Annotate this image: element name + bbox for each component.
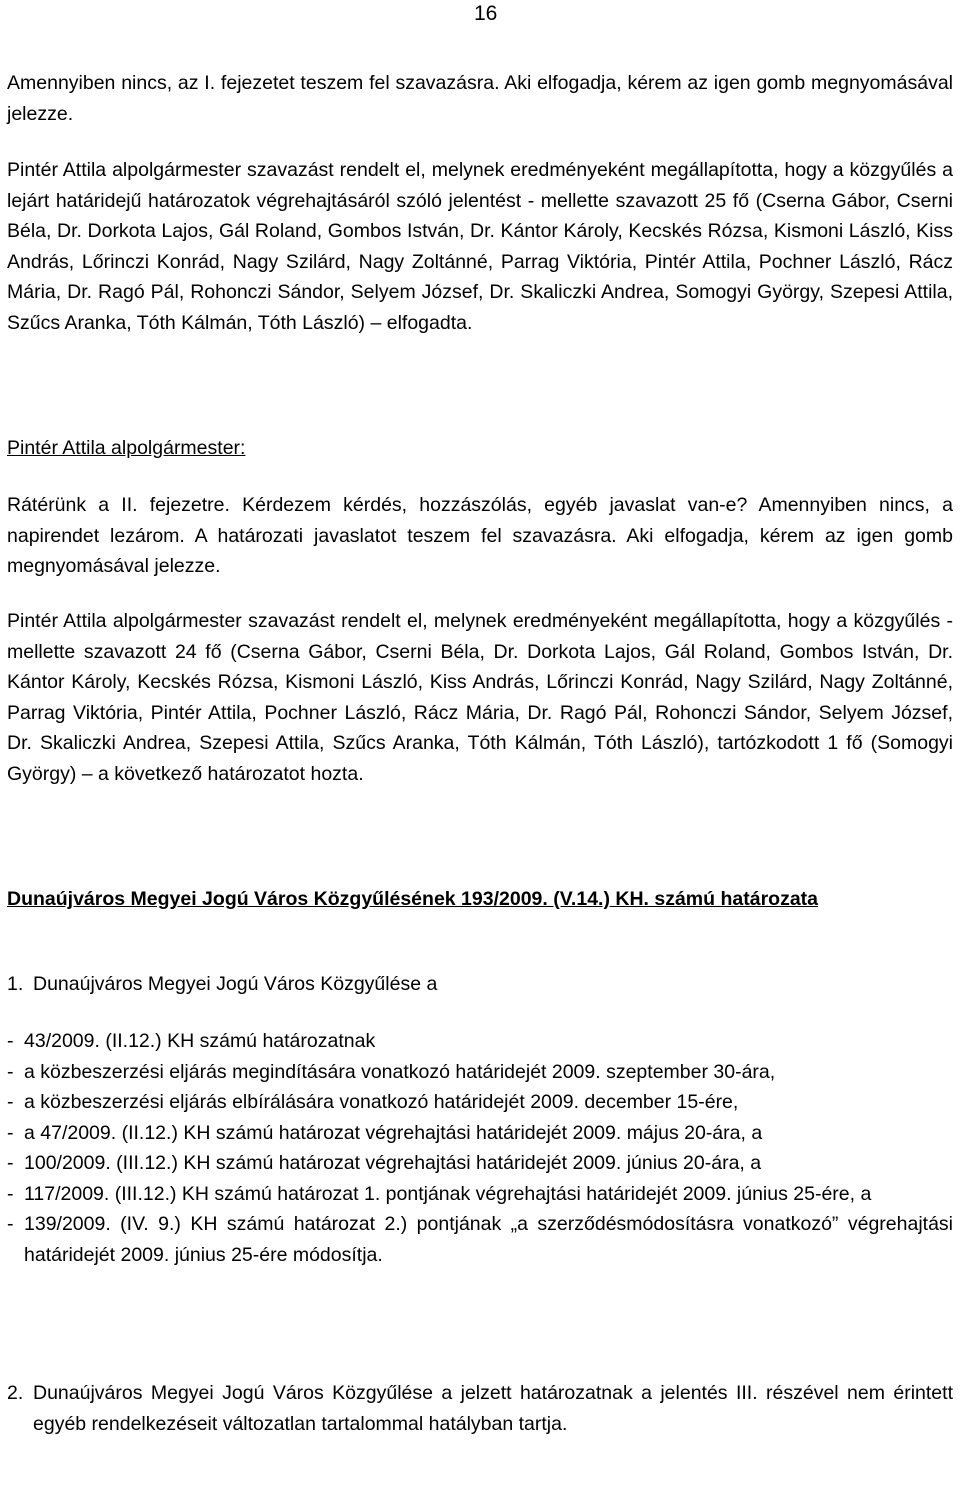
resolution-point-2 — [7, 1378, 953, 1439]
list-item-text: 43/2009. (II.12.) KH számú határozatnak — [24, 1030, 376, 1052]
resolution-point-2-text: Dunaújváros Megyei Jogú Város Közgyűlése a jelzett határozatnak a jelentés III. részével nem érintett egyéb rendelkezéseit változatlan tartalommal hatályban tartja. — [33, 1382, 953, 1435]
speaker-heading: Pintér Attila alpolgármester: — [7, 437, 246, 459]
paragraph-vote-call: Amennyiben nincs, az I. fejezetet teszem fel szavazásra. Aki elfogadja, kérem az igen gomb megnyomásával jelezze. — [7, 72, 953, 125]
list-item-text: a 47/2009. (II.12.) KH számú határozat végrehajtási határidejét 2009. május 20-ára, a — [24, 1121, 763, 1144]
list-dash: - — [7, 1213, 14, 1235]
list-dash: - — [7, 1060, 14, 1083]
paragraph-vote-result-1: Pintér Attila alpolgármester szavazást rendelt el, melynek eredményeként megállapította, hogy a közgyűlés a lejárt határidejű határozatok végrehajtásáról szóló jelentést - mellette szavazott 25 fő (Cserna Gábor, Cserni Béla, Dr. Dorkota Lajos, Gál Roland, Gombos István, Dr. Kántor Károly, Kecskés Rózsa, Kismoni László, Kiss András, Lőrinczi Konrád, Nagy Szilárd, Nagy Zoltánné, Parrag Viktória, Pintér Attila, Pochner László, Rácz Mária, Dr. Ragó Pál, Rohonczi Sándor, Selyem József, Dr. Skaliczki Andrea, Somogyi György, Szepesi Attila, Szűcs Aranka, Tóth Kálmán, Tóth László) – elfogadta. — [7, 159, 953, 334]
paragraph-chapter-two: Rátérünk a II. fejezetre. Kérdezem kérdés, hozzászólás, egyéb javaslat van-e? Amennyiben nincs, a napirendet lezárom. A határozati javaslatot teszem fel szavazásra. Aki elfogadja, kérem az igen gomb megnyomásával jelezze. — [7, 494, 953, 577]
list-dash: - — [7, 1091, 14, 1113]
list-dash: - — [7, 1121, 14, 1144]
resolution-point-1-text: Dunaújváros Megyei Jogú Város Közgyűlése a — [33, 973, 438, 995]
list-item — [7, 1118, 953, 1149]
list-item-text: a közbeszerzési eljárás megindítására vonatkozó határidejét 2009. szeptember 30-ára, — [24, 1060, 776, 1083]
list-item — [7, 1087, 953, 1118]
list-item — [7, 1209, 953, 1270]
resolution-point-1-number: 1. — [7, 973, 24, 995]
deadline-list — [7, 1026, 953, 1270]
resolution-point-2-number: 2. — [7, 1382, 24, 1404]
list-item — [7, 1148, 953, 1179]
list-dash: - — [7, 1030, 14, 1052]
list-item — [7, 1057, 953, 1088]
paragraph-vote-result-2: Pintér Attila alpolgármester szavazást rendelt el, melynek eredményeként megállapította, hogy a közgyűlés - mellette szavazott 24 fő (Cserna Gábor, Cserni Béla, Dr. Dorkota Lajos, Gál Roland, Gombos István, Dr. Kántor Károly, Kecskés Rózsa, Kismoni László, Kiss András, Lőrinczi Konrád, Nagy Szilárd, Nagy Zoltánné, Parrag Viktória, Pintér Attila, Pochner László, Rácz Mária, Dr. Ragó Pál, Rohonczi Sándor, Selyem József, Dr. Skaliczki Andrea, Szepesi Attila, Szűcs Aranka, Tóth Kálmán, Tóth László), tartózkodott 1 fő (Somogyi György) – a következő határozatot hozta. — [7, 610, 953, 785]
list-item-text: 117/2009. (III.12.) KH számú határozat 1. pontjának végrehajtási határidejét 2009. június 25-ére, a — [24, 1182, 872, 1205]
list-item-text: 100/2009. (III.12.) KH számú határozat végrehajtási határidejét 2009. június 20-ára, a — [24, 1152, 762, 1174]
list-item — [7, 1026, 953, 1057]
resolution-point-1 — [7, 969, 953, 1000]
resolution-title: Dunaújváros Megyei Jogú Város Közgyűlésének 193/2009. (V.14.) KH. számú határozata — [7, 888, 819, 910]
list-item-text: 139/2009. (IV. 9.) KH számú határozat 2.) pontjának „a szerződésmódosításra vonatkozó” végrehajtási határidejét 2009. június 25-ére módosítja. — [24, 1213, 953, 1266]
list-dash: - — [7, 1152, 14, 1174]
list-dash: - — [7, 1182, 14, 1205]
page-number: 16 — [474, 2, 498, 25]
list-item-text: a közbeszerzési eljárás elbírálására vonatkozó határidejét 2009. december 15-ére, — [24, 1091, 739, 1113]
list-item — [7, 1179, 953, 1210]
